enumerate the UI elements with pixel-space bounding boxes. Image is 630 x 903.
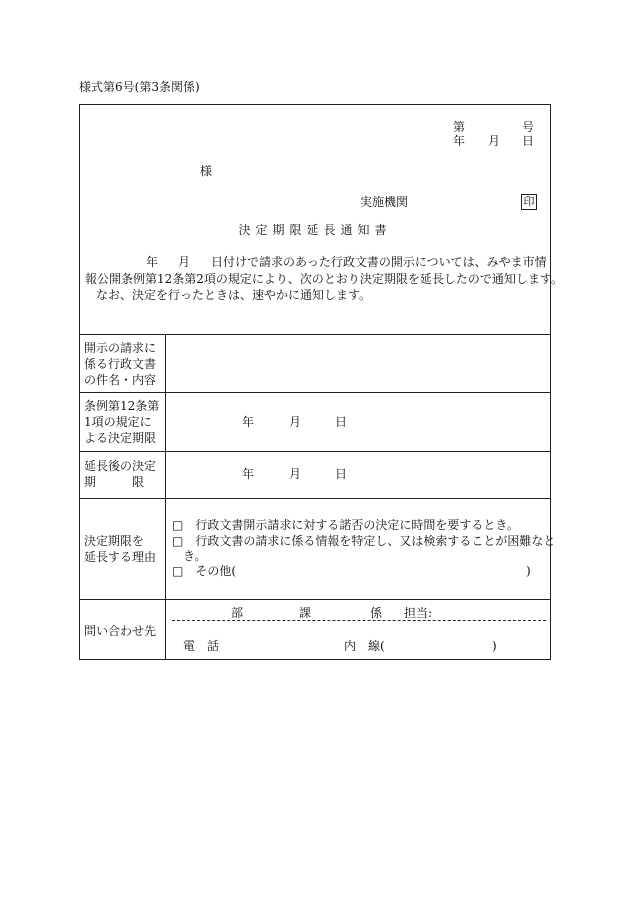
body-line-1: 日付けで請求のあった行政文書の開示については、みやま市情	[211, 255, 547, 269]
row-label-contact: 問い合わせ先	[84, 624, 157, 638]
contact-dept: 部	[231, 606, 244, 620]
row-label-reason: 決定期限を 延長する理由	[84, 534, 157, 564]
number-suffix: 号	[522, 120, 535, 134]
original-deadline-month: 月	[289, 415, 302, 429]
form-label: 様式第6号(第3条関係)	[79, 80, 200, 94]
extended-deadline-day: 日	[335, 467, 348, 481]
divider-1	[79, 334, 551, 335]
reason-option-1[interactable]: □ 行政文書開示請求に対する諾否の決定に時間を要するとき。	[172, 518, 519, 532]
addressee-suffix: 様	[200, 164, 213, 178]
date-day: 日	[522, 134, 535, 148]
contact-section: 課	[299, 606, 312, 620]
seal-mark: 印	[521, 194, 537, 210]
contact-phone-label: 電 話	[183, 639, 220, 653]
document-title: 決定期限延長通知書	[238, 223, 392, 237]
row-label-original-deadline: 条例第12条第 1項の規定に よる決定期限	[84, 399, 160, 445]
contact-underline	[172, 620, 546, 621]
body-month: 月	[178, 255, 191, 269]
divider-4	[79, 498, 551, 499]
reason-option-3-close: )	[526, 564, 531, 578]
body-year: 年	[146, 255, 159, 269]
extended-deadline-month: 月	[289, 467, 302, 481]
issuer: 実施機関	[360, 195, 409, 209]
contact-person: 担当:	[404, 606, 433, 620]
row-label-extended-deadline: 延長後の決定 期 限	[84, 459, 157, 489]
label-column-divider	[165, 334, 166, 660]
divider-3	[79, 451, 551, 452]
date-month: 月	[488, 134, 501, 148]
reason-option-2[interactable]: □ 行政文書の請求に係る情報を特定し、又は検索することが困難なと	[172, 534, 556, 548]
row-label-subject: 開示の請求に 係る行政文書 の件名・内容	[84, 341, 157, 387]
contact-ext-close: )	[492, 639, 497, 653]
contact-ext-label: 内 線(	[344, 639, 385, 653]
date-year: 年	[453, 134, 466, 148]
divider-2	[79, 392, 551, 393]
divider-5	[79, 599, 551, 600]
body-line-2: 報公開条例第12条第2項の規定により、次のとおり決定期限を延長したので通知します。	[85, 272, 563, 286]
reason-option-3[interactable]: □ その他(	[172, 564, 237, 578]
contact-unit: 係	[370, 606, 383, 620]
original-deadline-day: 日	[335, 415, 348, 429]
reason-option-2-cont: き。	[183, 549, 207, 563]
number-prefix: 第	[453, 120, 466, 134]
extended-deadline-year: 年	[242, 467, 255, 481]
original-deadline-year: 年	[242, 415, 255, 429]
body-line-3: なお、決定を行ったときは、速やかに通知します。	[96, 288, 372, 302]
